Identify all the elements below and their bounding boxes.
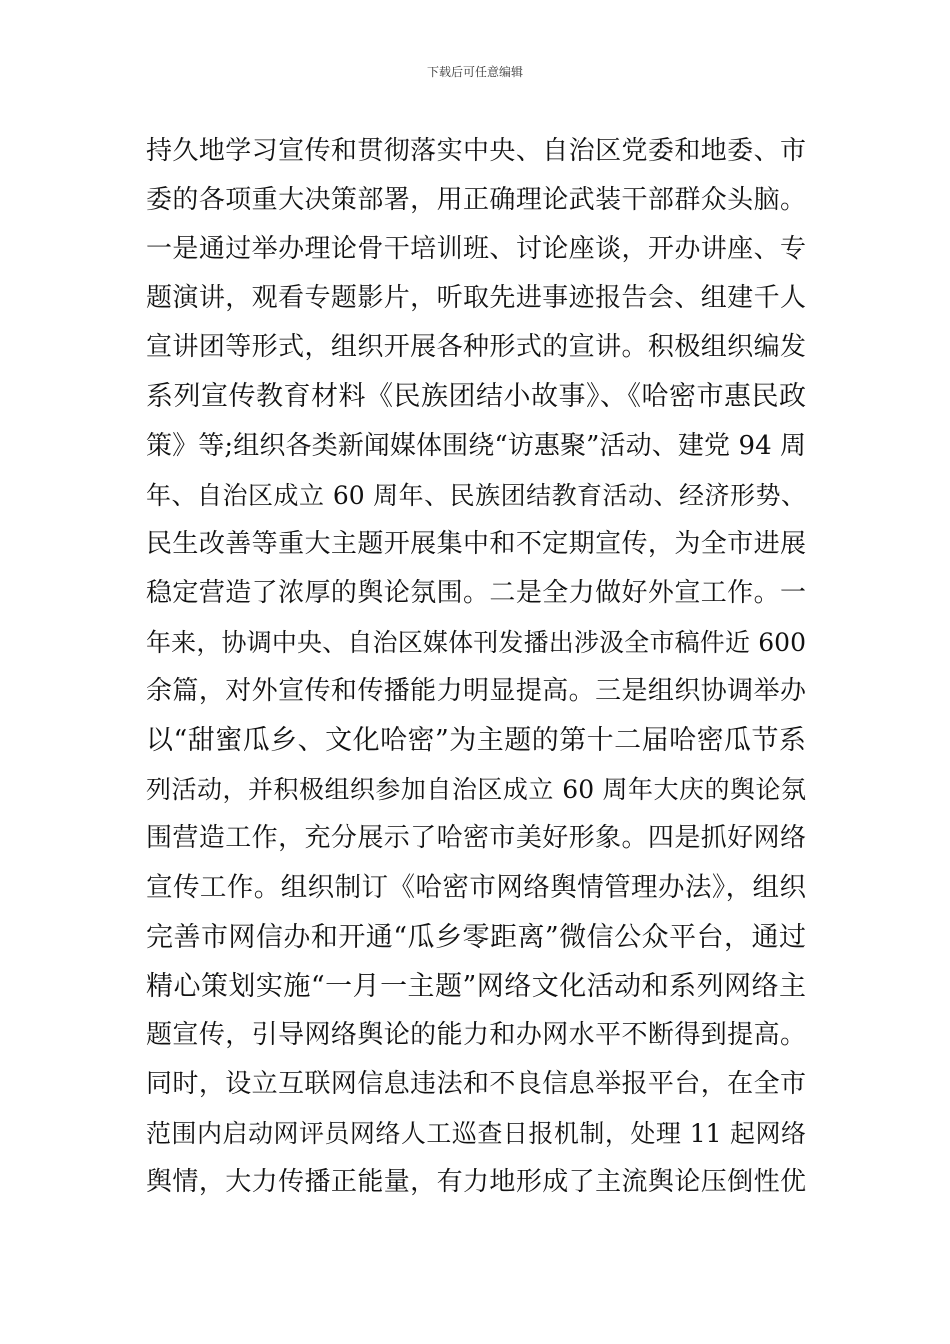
text-line: 年、自治区成立 60 周年、民族团结教育活动、经济形势、 [146,480,806,510]
text-line: 完善市网信办和开通“瓜乡零距离”微信公众平台，通过 [146,921,806,953]
text-line: 列活动，并积极组织参加自治区成立 60 周年大庆的舆论氛 [146,775,806,805]
text-line: 宣传工作。组织制订《哈密市网络舆情管理办法》，组织 [146,872,806,904]
text-line: 围营造工作，充分展示了哈密市美好形象。四是抓好网络 [146,823,806,854]
text-line: 题演讲，观看专题影片，听取先进事迹报告会、组建千人 [146,283,806,314]
text-line: 题宣传，引导网络舆论的能力和办网水平不断得到提高。 [146,1019,806,1050]
text-line: 民生改善等重大主题开展集中和不定期宣传，为全市进展 [146,528,806,559]
text-line: 舆情，大力传播正能量，有力地形成了主流舆论压倒性优 [146,1166,806,1197]
text-line: 宣讲团等形式，组织开展各种形式的宣讲。积极组织编发 [146,332,806,363]
document-body [146,127,806,1207]
page-header: 下载后可任意编辑 [426,65,523,79]
text-line: 策》等;组织各类新闻媒体围绕“访惠聚”活动、建党 94 周 [146,430,806,461]
text-line: 精心策划实施“一月一主题”网络文化活动和系列网络主 [146,970,806,1002]
text-line: 稳定营造了浓厚的舆论氛围。二是全力做好外宣工作。一 [146,577,806,608]
text-line: 持久地学习宣传和贯彻落实中央、自治区党委和地委、市 [146,136,806,166]
text-line: 同时，设立互联网信息违法和不良信息举报平台，在全市 [146,1068,806,1099]
text-line: 一是通过举办理论骨干培训班、讨论座谈，开办讲座、专 [146,234,806,265]
text-line: 余篇，对外宣传和传播能力明显提高。三是组织协调举办 [146,676,806,707]
text-line: 年来，协调中央、自治区媒体刊发播出涉汲全市稿件近 600 [146,627,806,657]
text-line: 以“甜蜜瓜乡、文化哈密”为主题的第十二届哈密瓜节系 [146,725,806,757]
text-line: 范围内启动网评员网络人工巡查日报机制，处理 11 起网络 [146,1118,806,1148]
text-line: 系列宣传教育材料《民族团结小故事》、《哈密市惠民政 [146,381,806,413]
text-line: 委的各项重大决策部署，用正确理论武装干部群众头脑。 [146,185,806,216]
